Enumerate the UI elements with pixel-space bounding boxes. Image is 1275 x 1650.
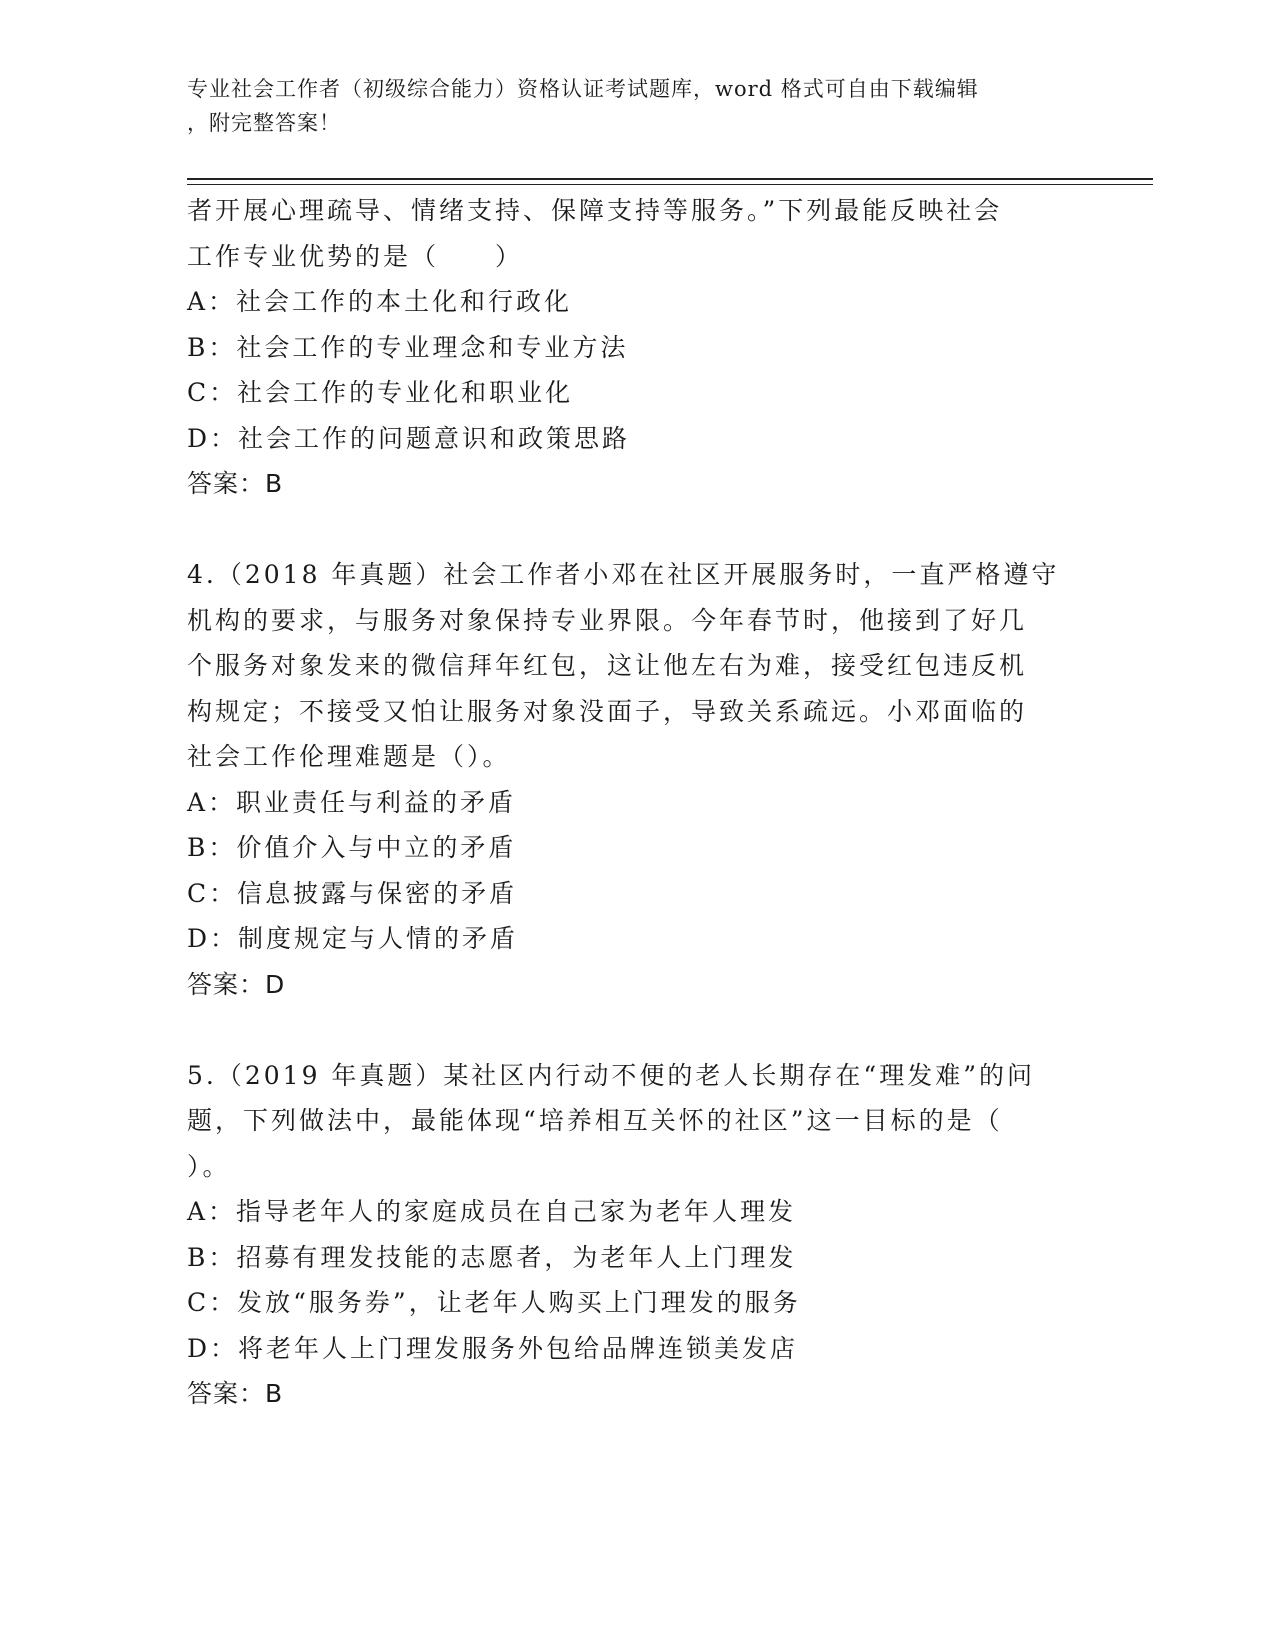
option-d: D：将老年人上门理发服务外包给品牌连锁美发店 (187, 1333, 799, 1363)
header-line-2: ，附完整答案！ (187, 111, 341, 135)
header-rule-thick (187, 178, 1153, 180)
option-c: C：发放“服务券”，让老年人购买上门理发的服务 (187, 1288, 801, 1317)
question-stem-line: 5.（2019 年真题）某社区内行动不便的老人长期存在“理发难”的问 (187, 1060, 1035, 1090)
option-d: D：制度规定与人情的矛盾 (187, 924, 519, 953)
question-stem-line: 个服务对象发来的微信拜年红包，这让他左右为难，接受红包违反机 (187, 651, 1028, 680)
header-rule-thin (187, 184, 1153, 185)
option-b: B：招募有理发技能的志愿者，为老年人上门理发 (187, 1242, 797, 1272)
question-stem-line: 社会工作伦理难题是（）。 (187, 742, 511, 771)
option-a: A：社会工作的本土化和行政化 (187, 287, 573, 316)
option-d: D：社会工作的问题意识和政策思路 (187, 423, 631, 453)
option-a: A：指导老年人的家庭成员在自己家为老年人理发 (187, 1197, 797, 1226)
option-b: B：社会工作的专业理念和专业方法 (187, 332, 629, 362)
question-stem-line: 者开展心理疏导、情绪支持、保障支持等服务。”下列最能反映社会 (187, 196, 1003, 225)
option-a: A：职业责任与利益的矛盾 (187, 787, 517, 817)
question-4 (187, 552, 1077, 1007)
question-3 (187, 188, 1077, 507)
question-stem-line: 构规定；不接受又怕让服务对象没面子，导致关系疏远。小邓面临的 (187, 696, 1028, 726)
header-line-1: 专业社会工作者（初级综合能力）资格认证考试题库，word 格式可自由下载编辑 (187, 77, 979, 101)
document-body (187, 188, 1077, 1417)
option-c: C：信息披露与保密的矛盾 (187, 878, 518, 908)
question-stem-line: 机构的要求，与服务对象保持专业界限。今年春节时，他接到了好几 (187, 605, 1028, 635)
question-stem-line: 工作专业优势的是（ ） (187, 241, 524, 271)
spacer (187, 1007, 1077, 1053)
answer-line: 答案：B (187, 469, 284, 498)
answer-line: 答案：D (187, 969, 286, 999)
spacer (187, 507, 1077, 553)
question-5 (187, 1053, 1077, 1417)
document-header (187, 72, 1067, 140)
option-c: C：社会工作的专业化和职业化 (187, 378, 574, 407)
option-b: B：价值介入与中立的矛盾 (187, 833, 517, 862)
question-stem-line: 4.（2018 年真题）社会工作者小邓在社区开展服务时，一直严格遵守 (187, 560, 1060, 589)
question-stem-line: 题，下列做法中，最能体现“培养相互关怀的社区”这一目标的是（ (187, 1106, 1003, 1135)
answer-line: 答案：B (187, 1379, 284, 1408)
question-stem-line: ）。 (187, 1151, 231, 1181)
